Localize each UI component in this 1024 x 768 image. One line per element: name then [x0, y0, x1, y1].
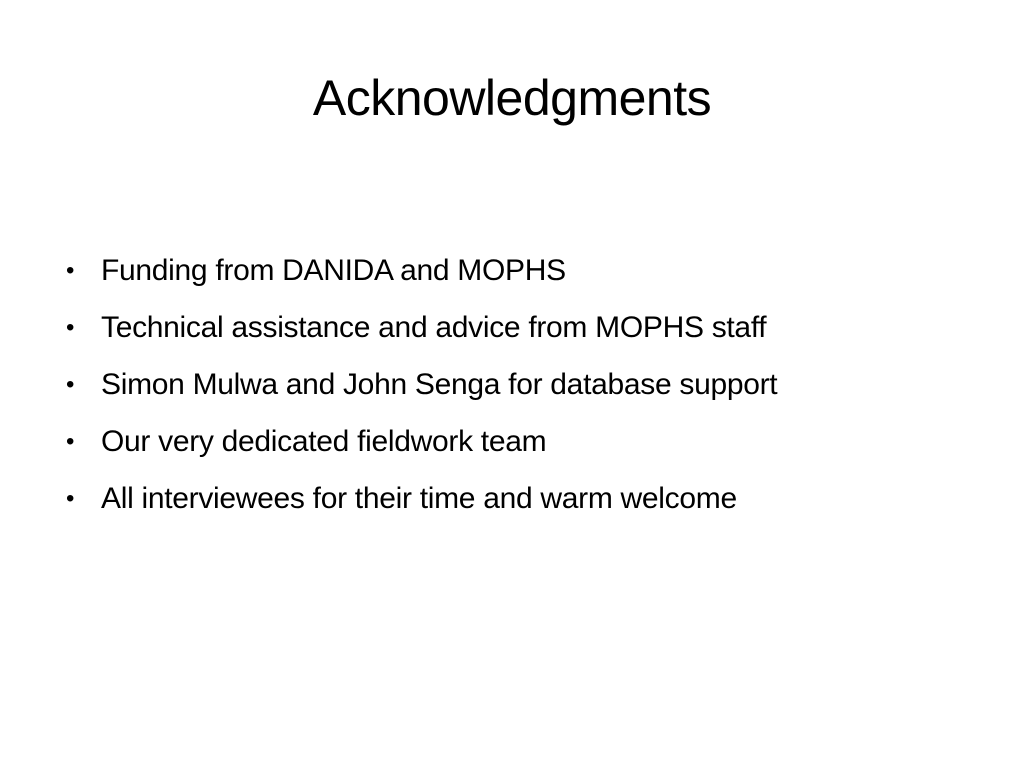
bullet-text: Our very dedicated fieldwork team: [101, 425, 547, 458]
bullet-text: Simon Mulwa and John Senga for database support: [101, 368, 778, 401]
list-item: [60, 470, 980, 527]
bullet-icon: •: [65, 314, 75, 341]
list-item: [60, 242, 980, 299]
bullet-icon: •: [65, 485, 75, 512]
bullet-text: Technical assistance and advice from MOPHS staff: [101, 311, 767, 344]
bullet-list: [60, 242, 980, 527]
bullet-icon: •: [65, 428, 75, 455]
slide-title: Acknowledgments: [312, 70, 712, 126]
list-item: [60, 356, 980, 413]
list-item: [60, 299, 980, 356]
bullet-text: Funding from DANIDA and MOPHS: [101, 254, 566, 287]
bullet-icon: •: [65, 257, 75, 284]
list-item: [60, 413, 980, 470]
bullet-icon: •: [65, 371, 75, 398]
bullet-text: All interviewees for their time and warm welcome: [101, 482, 737, 515]
